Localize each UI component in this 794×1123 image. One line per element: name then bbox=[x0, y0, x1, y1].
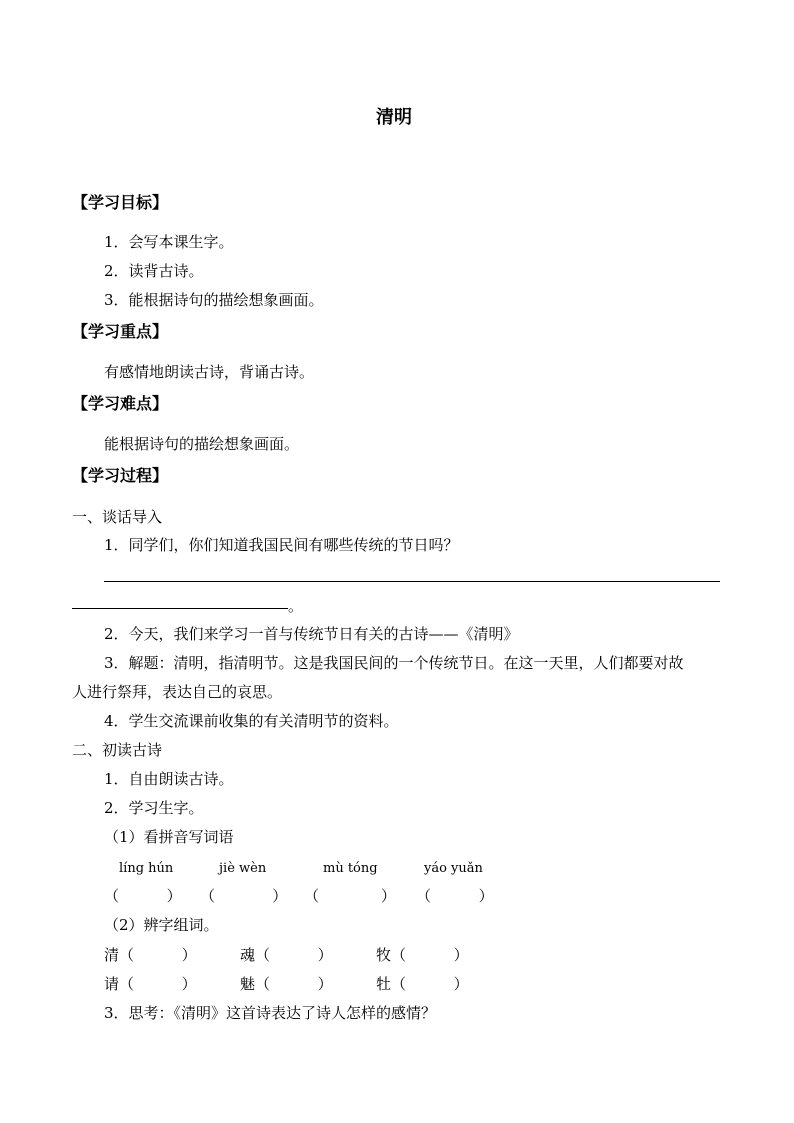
char-word-mu: 牧（ ） bbox=[376, 946, 469, 964]
char-word-mei: 魅（ ） bbox=[240, 975, 333, 993]
part2-question-1: 1．自由朗读古诗。 bbox=[104, 770, 234, 788]
answer-line-1 bbox=[104, 581, 720, 582]
part2-title: 二、初读古诗 bbox=[72, 741, 163, 759]
part1-question-2: 2．今天，我们来学习一首与传统节日有关的古诗——《清明》 bbox=[104, 625, 519, 643]
answer-bracket-3: （ ） bbox=[304, 887, 396, 905]
heading-difficulties: 【学习难点】 bbox=[72, 394, 169, 413]
key-points-text: 有感情地朗读古诗，背诵古诗。 bbox=[104, 363, 315, 381]
part2-question-3: 3．思考：《清明》这首诗表达了诗人怎样的感情？ bbox=[104, 1004, 437, 1022]
pinyin-2: jiè wèn bbox=[219, 861, 267, 876]
answer-line-2 bbox=[72, 608, 288, 609]
part1-question-4: 4．学生交流课前收集的有关清明节的资料。 bbox=[104, 712, 399, 730]
char-word-mu-male: 牡（ ） bbox=[376, 975, 469, 993]
part2-sub-1: （1）看拼音写词语 bbox=[104, 828, 234, 846]
heading-key-points: 【学习重点】 bbox=[72, 322, 169, 341]
objective-item-1: 1．会写本课生字。 bbox=[104, 233, 234, 251]
heading-process: 【学习过程】 bbox=[72, 466, 169, 485]
char-word-hun: 魂（ ） bbox=[240, 946, 333, 964]
page-title: 清明 bbox=[376, 107, 412, 128]
part1-question-3-line1: 3．解题：清明，指清明节。这是我国民间的一个传统节日。在这一天里，人们都要对故 bbox=[104, 654, 684, 672]
part2-question-2: 2．学习生字。 bbox=[104, 799, 204, 817]
pinyin-1: líng hún bbox=[119, 861, 174, 876]
objective-item-2: 2．读背古诗。 bbox=[104, 262, 204, 280]
heading-objectives: 【学习目标】 bbox=[72, 193, 169, 212]
part1-question-1: 1．同学们，你们知道我国民间有哪些传统的节日吗？ bbox=[104, 536, 459, 554]
answer-bracket-2: （ ） bbox=[200, 887, 288, 905]
part1-question-3-line2: 人进行祭拜，表达自己的哀思。 bbox=[72, 683, 283, 701]
objective-item-3: 3．能根据诗句的描绘想象画面。 bbox=[104, 291, 324, 309]
char-word-qing-clear: 清（ ） bbox=[104, 946, 197, 964]
answer-bracket-1: （ ） bbox=[104, 887, 182, 905]
pinyin-4: yáo yuǎn bbox=[424, 861, 483, 876]
difficulties-text: 能根据诗句的描绘想象画面。 bbox=[104, 435, 300, 453]
char-word-qing-please: 请（ ） bbox=[104, 975, 197, 993]
answer-line-end-mark: 。 bbox=[288, 597, 304, 615]
part2-sub-2: （2）辨字组词。 bbox=[104, 916, 219, 934]
pinyin-3: mù tóng bbox=[323, 861, 378, 876]
answer-bracket-4: （ ） bbox=[416, 887, 494, 905]
part1-title: 一、谈话导入 bbox=[72, 508, 163, 526]
